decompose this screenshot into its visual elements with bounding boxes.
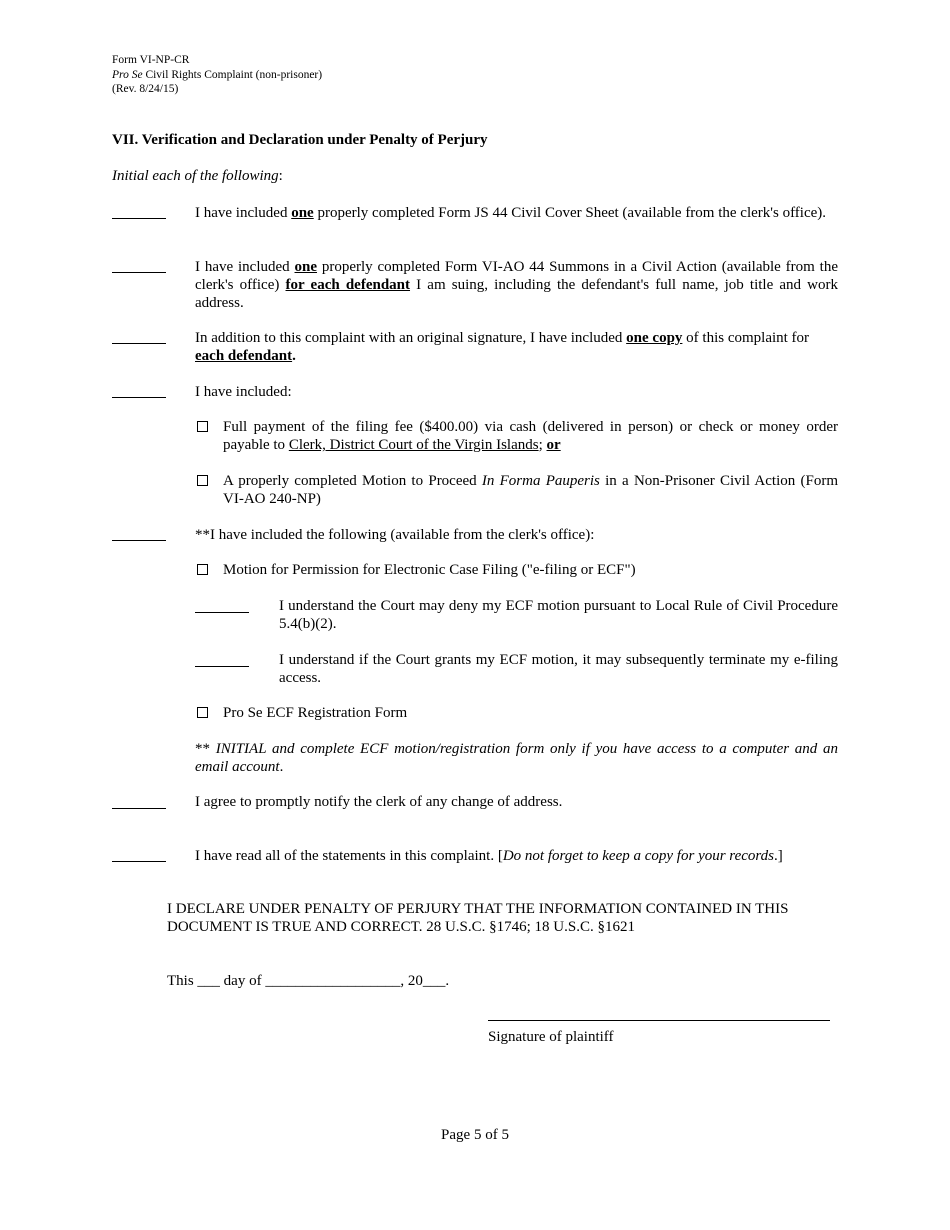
initial-blank-5[interactable] bbox=[112, 540, 166, 541]
ecf-note: ** INITIAL and complete ECF motion/registration form only if you have access to a computer and an email account. bbox=[195, 741, 838, 775]
option-full-payment: Full payment of the filing fee ($400.00) via cash (delivered in person) or check or money order payable to Clerk, District Court of the Virgin Islands; or bbox=[223, 419, 838, 453]
checkbox-ecf-registration[interactable] bbox=[197, 707, 208, 718]
signature-label: Signature of plaintiff bbox=[488, 1029, 614, 1045]
item-civil-cover-sheet: I have included one properly completed Form JS 44 Civil Cover Sheet (available from the clerk's office). bbox=[195, 205, 827, 221]
item-ecf-forms: **I have included the following (available from the clerk's office): bbox=[195, 527, 595, 543]
signature-line[interactable] bbox=[488, 1020, 830, 1021]
initial-blank-7[interactable] bbox=[112, 861, 166, 862]
initial-blank-3[interactable] bbox=[112, 343, 166, 344]
ecf-terminate-acknowledgement: I understand if the Court grants my ECF motion, it may subsequently terminate my e-filing access. bbox=[279, 652, 838, 686]
item-summons: I have included one properly completed Form VI-AO 44 Summons in a Civil Action (available from the clerk's office) for each defendant I am suing, including the defendant's full name, job title and work address. bbox=[195, 259, 839, 311]
form-name: Pro Se Civil Rights Complaint (non-prisoner) bbox=[112, 68, 323, 81]
item-read-statements: I have read all of the statements in this complaint. [Do not forget to keep a copy for your records.] bbox=[195, 848, 783, 864]
checkbox-ecf-motion[interactable] bbox=[197, 564, 208, 575]
page-number: Page 5 of 5 bbox=[441, 1127, 509, 1143]
initial-blank-ecf-deny[interactable] bbox=[195, 612, 249, 613]
form-revision: (Rev. 8/24/15) bbox=[112, 83, 179, 95]
initial-blank-4[interactable] bbox=[112, 397, 166, 398]
item-address-change: I agree to promptly notify the clerk of any change of address. bbox=[195, 794, 563, 810]
perjury-declaration: I DECLARE UNDER PENALTY OF PERJURY THAT THE INFORMATION CONTAINED IN THIS DOCUMENT IS TRUE AND CORRECT. 28 U.S.C. §1746; 18 U.S.C. §1621 bbox=[167, 901, 789, 935]
section-title: VII. Verification and Declaration under Penalty of Perjury bbox=[112, 132, 488, 148]
item-complaint-copies: In addition to this complaint with an original signature, I have included one copy of this complaint for each defendant. bbox=[195, 330, 810, 364]
form-header bbox=[112, 53, 322, 97]
initial-blank-6[interactable] bbox=[112, 808, 166, 809]
option-ifp-motion: A properly completed Motion to Proceed In Forma Pauperis in a Non-Prisoner Civil Action (Form VI-AO 240-NP) bbox=[223, 473, 838, 507]
section-intro: Initial each of the following: bbox=[112, 168, 283, 184]
option-ecf-registration: Pro Se ECF Registration Form bbox=[223, 705, 408, 721]
initial-blank-ecf-terminate[interactable] bbox=[195, 666, 249, 667]
checkbox-ifp-motion[interactable] bbox=[197, 475, 208, 486]
form-number: Form VI-NP-CR bbox=[112, 54, 190, 66]
initial-blank-2[interactable] bbox=[112, 272, 166, 273]
date-line[interactable]: This ___ day of __________________, 20___. bbox=[167, 973, 450, 989]
option-ecf-motion: Motion for Permission for Electronic Case Filing ("e-filing or ECF") bbox=[223, 562, 636, 578]
item-fee-included: I have included: bbox=[195, 384, 292, 400]
initial-blank-1[interactable] bbox=[112, 218, 166, 219]
checkbox-full-payment[interactable] bbox=[197, 421, 208, 432]
ecf-deny-acknowledgement: I understand the Court may deny my ECF motion pursuant to Local Rule of Civil Procedure 5.4(b)(2). bbox=[279, 598, 838, 632]
